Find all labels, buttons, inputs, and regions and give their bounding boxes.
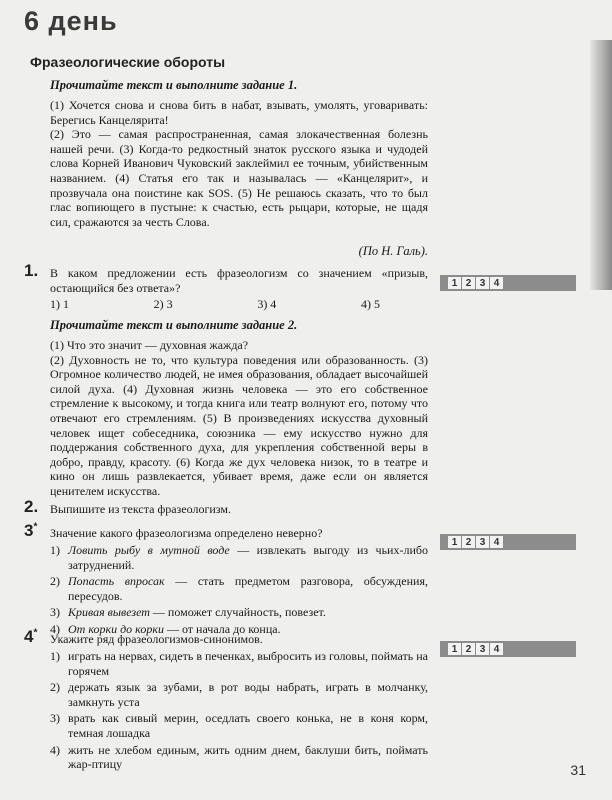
passage1-paragraph: (2) Это — самая распространенная, самая злокачественная болезнь нашей речи. (3) Когда-то редкостный знаток русского языка и чудодей слова Корней Иванович Чуковский заклеймил ее точным, убийственным названием. (4) Статья его так и называлась — «Канцелярит», и прозвучала она поистине как SOS. (5) Не решаюсь сказать, что то был глас вопиющего в пустыне: к счастью, есть рыцари, которые, не щадя сил, сражаются за честь Слова. — [50, 127, 428, 229]
answer-cell-3[interactable]: 3 — [476, 643, 489, 655]
option-3[interactable]: 3) Кривая вывезет — поможет случайность, повезет. — [50, 605, 326, 620]
day-title: 6 день — [24, 6, 118, 36]
answer-cell-4[interactable]: 4 — [490, 277, 503, 289]
passage1-author: (По Н. Галь). — [358, 244, 428, 258]
question-1-answer-box — [440, 275, 576, 291]
question-1-text: В каком предложении есть фразеологизм со значением «призыв, остающийся без ответа»? — [50, 266, 428, 295]
answer-cell-1[interactable]: 1 — [448, 536, 461, 548]
question-3-answer-box — [440, 534, 576, 550]
option-1[interactable]: 1) Ловить рыбу в мутной воде — извлекать выгоду из чьих-либо затруднений. — [50, 543, 428, 572]
answer-cell-3[interactable]: 3 — [476, 536, 489, 548]
section-title: Фразеологические обороты — [30, 54, 226, 70]
answer-cell-2[interactable]: 2 — [462, 277, 475, 289]
passage2-paragraph: (1) Что это значит — духовная жажда? — [50, 338, 249, 352]
option-1[interactable]: 1) 1 — [50, 297, 69, 311]
question-3-options — [50, 543, 428, 639]
option-2[interactable]: 2) держать язык за зубами, в рот воды набрать, играть в молчанку, замкнуть уста — [50, 680, 428, 709]
passage1-instruction: Прочитайте текст и выполните задание 1. — [50, 78, 298, 92]
passage1-text — [50, 98, 428, 229]
passage2-text — [50, 338, 428, 499]
question-4-number: 4* — [24, 627, 38, 646]
option-4[interactable]: 4) От корки до корки — от начала до конца. — [50, 621, 281, 636]
question-2-text: Выпишите из текста фразеологизм. — [50, 502, 231, 516]
option-4[interactable]: 4) жить не хлебом единым, жить одним днем, баклуши бить, поймать жар-птицу — [50, 742, 428, 772]
question-1-number: 1. — [24, 261, 39, 280]
question-3-number: 3* — [24, 521, 38, 540]
question-3-text: Значение какого фразеологизма определено неверно? — [50, 526, 323, 540]
passage2-instruction: Прочитайте текст и выполните задание 2. — [50, 318, 298, 332]
option-2[interactable]: 2) 3 — [153, 297, 173, 311]
option-2[interactable]: 2) Попасть впросак — стать предметом разговора, обсуждения, пересудов. — [50, 574, 428, 603]
page-edge-shadow — [590, 40, 612, 290]
option-3[interactable]: 3) 4 — [257, 297, 277, 311]
answer-cell-2[interactable]: 2 — [462, 643, 475, 655]
page-number: 31 — [570, 762, 586, 778]
question-4-answer-box — [440, 641, 576, 657]
question-2-number: 2. — [24, 497, 39, 516]
option-3[interactable]: 3) врать как сивый мерин, оседлать своего конька, не в коня корм, темная лошадка — [50, 711, 428, 740]
answer-cell-4[interactable]: 4 — [490, 643, 503, 655]
passage1-paragraph: (1) Хочется снова и снова бить в набат, взывать, умолять, уговаривать: Берегись Канцелярита! — [50, 98, 428, 127]
passage2-paragraph: (2) Духовность не то, что культура поведения или образованность. (3) Огромное количество людей, не имея образования, обладает высочайшей силой духа. (4) Духовная жизнь человека — это его собственное стремление к высокому, и тогда книга или театр волнуют его, потому что отвечают его стремлениям. (5) В произведениях искусства духовный человек ищет собеседника, союзника — ему искусство нужно для поддержания собственного духа, для укрепления собственной веры в добро, правду, красоту. (6) Когда же дух человека низок, то в театре и кино он лишь развлекается, убивает время, даже если он является ценителем искусства. — [50, 352, 428, 498]
option-4[interactable]: 4) 5 — [360, 297, 380, 311]
question-1-options — [50, 297, 380, 312]
answer-cell-3[interactable]: 3 — [476, 277, 489, 289]
question-4-text: Укажите ряд фразеологизмов-синонимов. — [50, 632, 263, 646]
answer-cell-1[interactable]: 1 — [448, 277, 461, 289]
answer-cell-4[interactable]: 4 — [490, 536, 503, 548]
answer-cell-2[interactable]: 2 — [462, 536, 475, 548]
question-4-options — [50, 649, 428, 774]
option-1[interactable]: 1) играть на нервах, сидеть в печенках, выбросить из головы, поймать на горячем — [50, 649, 428, 678]
answer-cell-1[interactable]: 1 — [448, 643, 461, 655]
